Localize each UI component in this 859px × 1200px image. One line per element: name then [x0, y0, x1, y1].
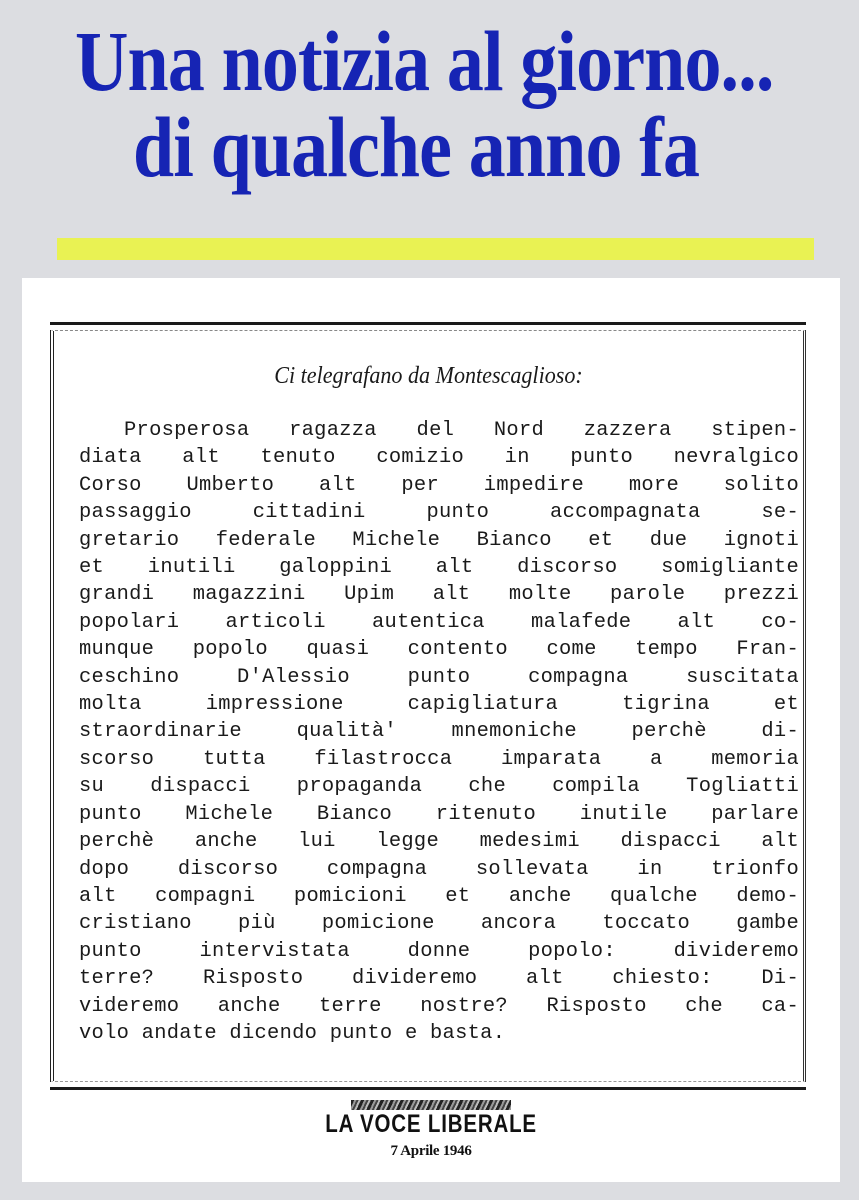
text-line: Prosperosa ragazza del Nord zazzera stipen- — [124, 419, 799, 442]
publication-date: 7 Aprile 1946 — [390, 1143, 472, 1159]
text-line: Corso Umberto alt per impedire more solito — [79, 473, 799, 497]
text-line: scorso tutta filastrocca imparata a memoria — [79, 747, 799, 771]
text-line: alt compagni pomicioni et anche qualche demo- — [79, 884, 799, 908]
masthead-ornament — [351, 1100, 511, 1110]
text-line: cristiano più pomicione ancora toccato gambe — [79, 912, 799, 936]
newspaper-name: LA VOCE LIBERALE — [325, 1110, 537, 1138]
text-line: molta impressione capigliatura tigrina et — [79, 693, 799, 717]
headline-line-2: di qualche anno fa — [133, 99, 700, 195]
text-line: et inutili galoppini alt discorso somigliante — [79, 556, 799, 580]
clipping-dateline: Ci telegrafano da Montescaglioso: — [274, 363, 583, 389]
clipping-panel — [22, 278, 840, 1182]
text-line: volo andate dicendo punto e basta. — [79, 1021, 506, 1045]
text-line: gretario federale Michele Bianco et due ignoti — [79, 528, 799, 552]
text-line: punto Michele Bianco ritenuto inutile parlare — [79, 802, 799, 826]
text-line: punto intervistata donne popolo: divideremo — [79, 939, 799, 963]
headline-line-1: Una notizia al giorno... — [75, 13, 774, 109]
text-line: dopo discorso compagna sollevata in trionfo — [79, 857, 799, 881]
accent-bar — [57, 238, 814, 260]
text-line: passaggio cittadini punto accompagnata se- — [79, 501, 799, 525]
clipping-body — [79, 417, 799, 1047]
text-line: ceschino D'Alessio punto compagna suscitata — [79, 665, 799, 689]
text-line: straordinarie qualità' mnemoniche perchè di- — [79, 720, 799, 744]
text-line: munque popolo quasi contento come tempo Fran- — [79, 638, 799, 662]
text-line: diata alt tenuto comizio in punto nevralgico — [79, 446, 799, 470]
text-line: popolari articoli autentica malafede alt co- — [79, 610, 799, 634]
clipping-frame — [50, 330, 806, 1082]
newspaper-clipping — [50, 322, 806, 1090]
text-line: su dispacci propaganda che compila Togliatti — [79, 775, 799, 799]
newspaper-masthead — [22, 1100, 840, 1160]
text-line: terre? Risposto divideremo alt chiesto: Di- — [79, 967, 799, 991]
text-line: videremo anche terre nostre? Risposto che ca- — [79, 994, 799, 1018]
text-line: perchè anche lui legge medesimi dispacci alt — [79, 830, 799, 854]
text-line: grandi magazzini Upim alt molte parole prezzi — [79, 583, 799, 607]
